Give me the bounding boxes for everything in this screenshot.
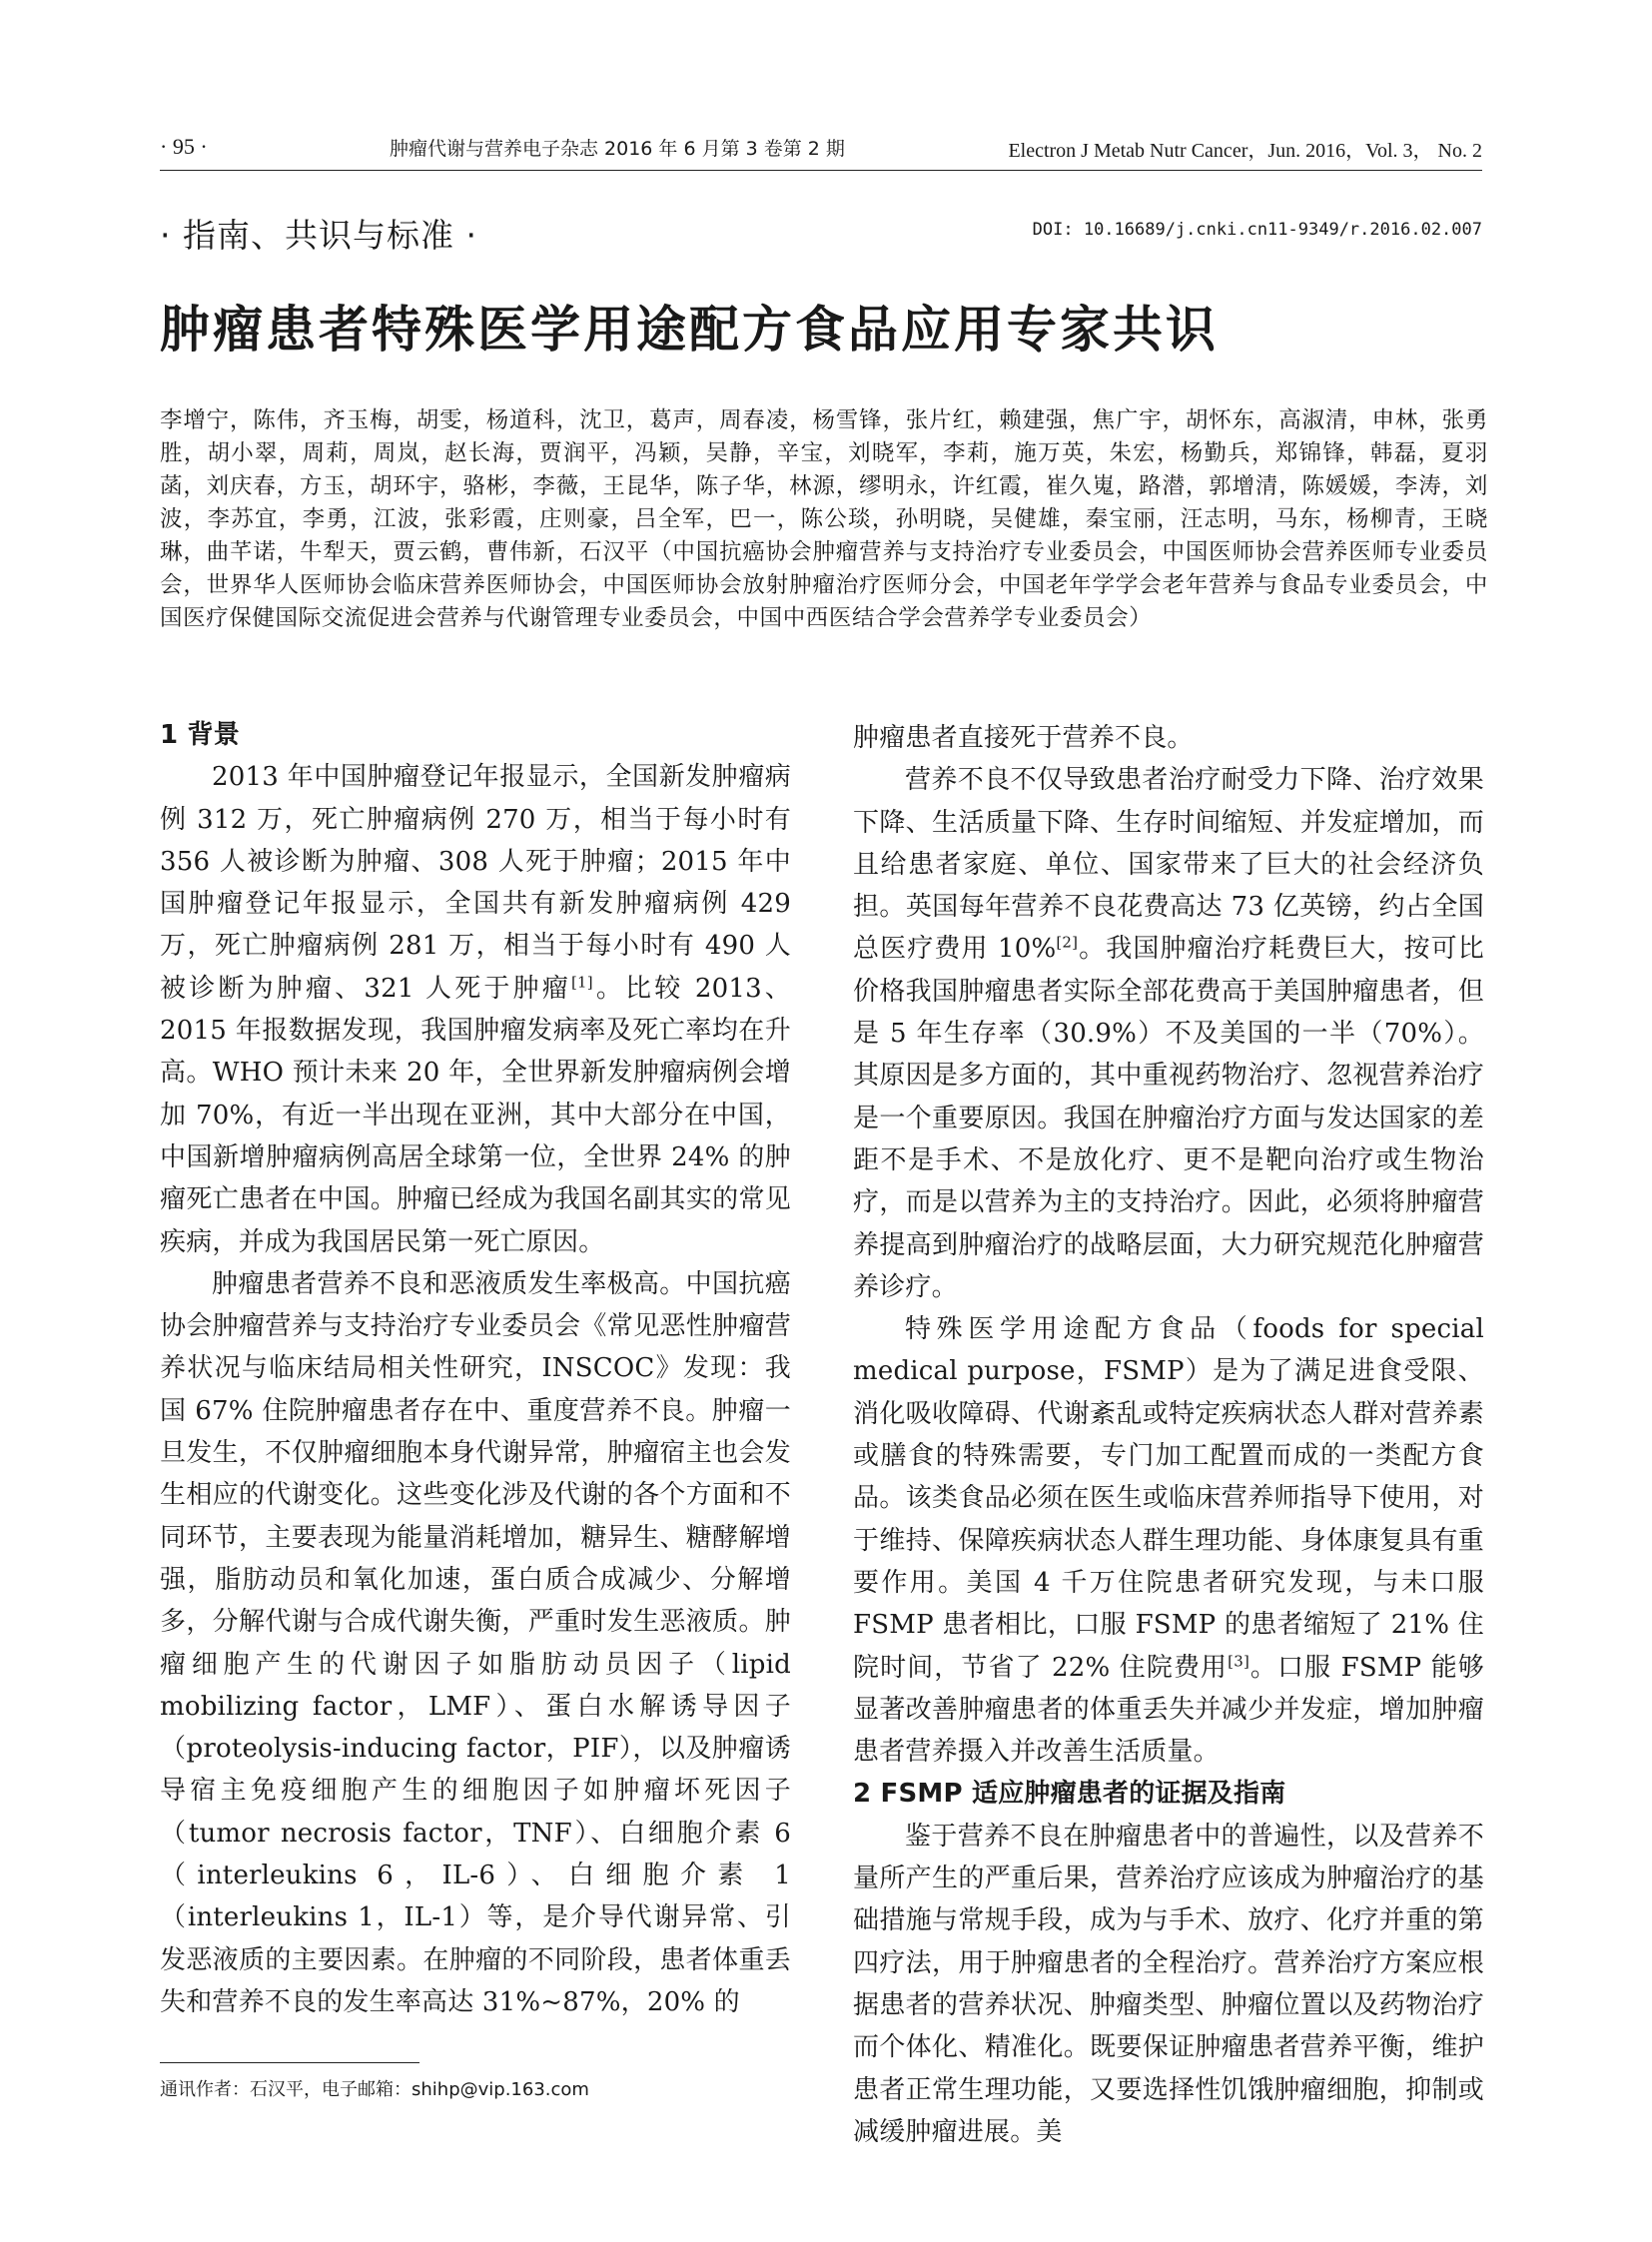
citation-ref-3: [3] [1228, 1651, 1250, 1670]
section-heading-background: 1 背景 [160, 720, 240, 750]
right-column [853, 717, 1484, 2153]
citation-ref-2: [2] [1056, 933, 1079, 952]
paragraph-burden [853, 759, 1484, 1308]
doi: DOI: 10.16689/j.cnki.cn11-9349/r.2016.02.007 [1032, 220, 1482, 240]
paragraph-text: 。比较 2013、2015 年报数据发现，我国肿瘤发病率及死亡率均在升高。WHO 预计未来 20 年，全世界新发肿瘤病例会增加 70%，有近一半出现在亚洲，其中大部分在中国，中国新增肿瘤病例高居全球第一位，全世界 24% 的肿瘤死亡患者在中国。肿瘤已经成为我国名副其实的常见疾病，并成为我国居民第一死亡原因。 [160, 973, 792, 1257]
paragraph-text: 2013 年中国肿瘤登记年报显示，全国新发肿瘤病例 312 万，死亡肿瘤病例 270 万，相当于每小时有 356 人被诊断为肿瘤、308 人死于肿瘤；2015 年中国肿瘤登记年报显示，全国共有新发肿瘤病例 429 万，死亡肿瘤病例 281 万，相当于每小时有 490 人被诊断为肿瘤、321 人死于肿瘤 [160, 762, 791, 1004]
left-column [160, 714, 791, 2023]
footnote-rule [160, 2062, 419, 2063]
citation-ref-1: [1] [570, 973, 593, 992]
paragraph-statistics [160, 756, 791, 1263]
article-title: 肿瘤患者特殊医学用途配方食品应用专家共识 [160, 301, 1219, 359]
header-rule [160, 170, 1482, 171]
page-number: · 95 · [160, 134, 208, 159]
author-list: 李增宁，陈伟，齐玉梅，胡雯，杨道科，沈卫，葛声，周春凌，杨雪锋，张片红，赖建强，焦广宇，胡怀东，高淑清，申林，张勇胜，胡小翠，周莉，周岚，赵长海，贾润平，冯颖，吴静，辛宝，刘晓军，李莉，施万英，朱宏，杨勤兵，郑锦锋，韩磊，夏羽菡，刘庆春，方玉，胡环宇，骆彬，李薇，王昆华，陈子华，林源，缪明永，许红霞，崔久嵬，路潜，郭增清，陈媛媛，李涛，刘波，李苏宜，李勇，江波，张彩霞，庄则豪，吕全军，巴一，陈公琰，孙明晓，吴健雄，秦宝丽，汪志明，马东，杨柳青，王晓琳，曲芊诺，牛犁天，贾云鹤，曹伟新，石汉平（中国抗癌协会肿瘤营养与支持治疗专业委员会，中国医师协会营养医师专业委员会，世界华人医师协会临床营养医师协会，中国医师协会放射肿瘤治疗医师分会，中国老年学学会老年营养与食品专业委员会，中国医疗保健国际交流促进会营养与代谢管理专业委员会，中国中西医结合学会营养学专业委员会） [160, 407, 1488, 631]
paragraph-text: 。我国肿瘤治疗耗费巨大，按可比价格我国肿瘤患者实际全部花费高于美国肿瘤患者，但是 5 年生存率（30.9%）不及美国的一半（70%）。其原因是多方面的，其中重视药物治疗、忽视营养治疗是一个重要原因。我国在肿瘤治疗方面与发达国家的差距不是手术、不是放化疗、更不是靶向治疗或生物治疗，而是以营养为主的支持治疗。因此，必须将肿瘤营养提高到肿瘤治疗的战略层面，大力研究规范化肿瘤营养诊疗。 [853, 934, 1484, 1302]
section-label: · 指南、共识与标准 · [160, 216, 477, 255]
section-heading-evidence: 2 FSMP 适应肿瘤患者的证据及指南 [853, 1779, 1286, 1810]
paragraph-text: 营养不良不仅导致患者治疗耐受力下降、治疗效果下降、生活质量下降、生存时间缩短、并发症增加，而且给患者家庭、单位、国家带来了巨大的社会经济负担。英国每年营养不良花费高达 73 亿英镑，约占全国总医疗费用 10% [853, 765, 1484, 965]
paragraph-nutrition-therapy: 鉴于营养不良在肿瘤患者中的普遍性，以及营养不量所产生的严重后果，营养治疗应该成为肿瘤治疗的基础措施与常规手段，成为与手术、放疗、化疗并重的第四疗法，用于肿瘤患者的全程治疗。营养治疗方案应根据患者的营养状况、肿瘤类型、肿瘤位置以及药物治疗而个体化、精准化。既要保证肿瘤患者营养平衡，维护患者正常生理功能，又要选择性饥饿肿瘤细胞，抑制或减缓肿瘤进展。美 [853, 1821, 1484, 2147]
corresponding-author-footnote: 通讯作者：石汉平，电子邮箱：shihp@vip.163.com [160, 2079, 589, 2100]
journal-title-cn: 肿瘤代谢与营养电子杂志 2016 年 6 月第 3 卷第 2 期 [390, 138, 845, 160]
paragraph-continued: 肿瘤患者直接死于营养不良。 [853, 723, 1194, 753]
paragraph-text: 。口服 FSMP 能够显著改善肿瘤患者的体重丢失并减少并发症，增加肿瘤患者营养摄入并改善生活质量。 [853, 1652, 1484, 1768]
paragraph-text: 特殊医学用途配方食品（foods for special medical purpose，FSMP）是为了满足进食受限、消化吸收障碍、代谢紊乱或特定疾病状态人群对营养素或膳食的特殊需要，专门加工配置而成的一类配方食品。该类食品必须在医生或临床营养师指导下使用，对于维持、保障疾病状态人群生理功能、身体康复具有重要作用。美国 4 千万住院患者研究发现，与未口服 FSMP 患者相比，口服 FSMP 的患者缩短了 21% 住院时间，节省了 22% 住院费用 [853, 1314, 1484, 1683]
paragraph-fsmp [853, 1308, 1484, 1773]
paragraph-malnutrition: 肿瘤患者营养不良和恶液质发生率极高。中国抗癌协会肿瘤营养与支持治疗专业委员会《常见恶性肿瘤营养状况与临床结局相关性研究，INSCOC》发现：我国 67% 住院肿瘤患者存在中、重度营养不良。肿瘤一旦发生，不仅肿瘤细胞本身代谢异常，肿瘤宿主也会发生相应的代谢变化。这些变化涉及代谢的各个方面和不同环节，主要表现为能量消耗增加，糖异生、糖酵解增强，脂肪动员和氧化加速，蛋白质合成减少、分解增多，分解代谢与合成代谢失衡，严重时发生恶液质。肿瘤细胞产生的代谢因子如脂肪动员因子（lipid mobilizing factor，LMF）、蛋白水解诱导因子（proteolysis-inducing factor，PIF），以及肿瘤诱导宿主免疫细胞产生的细胞因子如肿瘤坏死因子（tumor necrosis factor，TNF）、白细胞介素 6（interleukins 6，IL-6）、白细胞介素 1（interleukins 1，IL-1）等，是介导代谢异常、引发恶液质的主要因素。在肿瘤的不同阶段，患者体重丢失和营养不良的发生率高达 31%~87%，20% 的 [160, 1268, 791, 2017]
journal-title-en: Electron J Metab Nutr Cancer，Jun. 2016，Vol. 3， No. 2 [1008, 140, 1482, 162]
running-header [160, 134, 1482, 164]
